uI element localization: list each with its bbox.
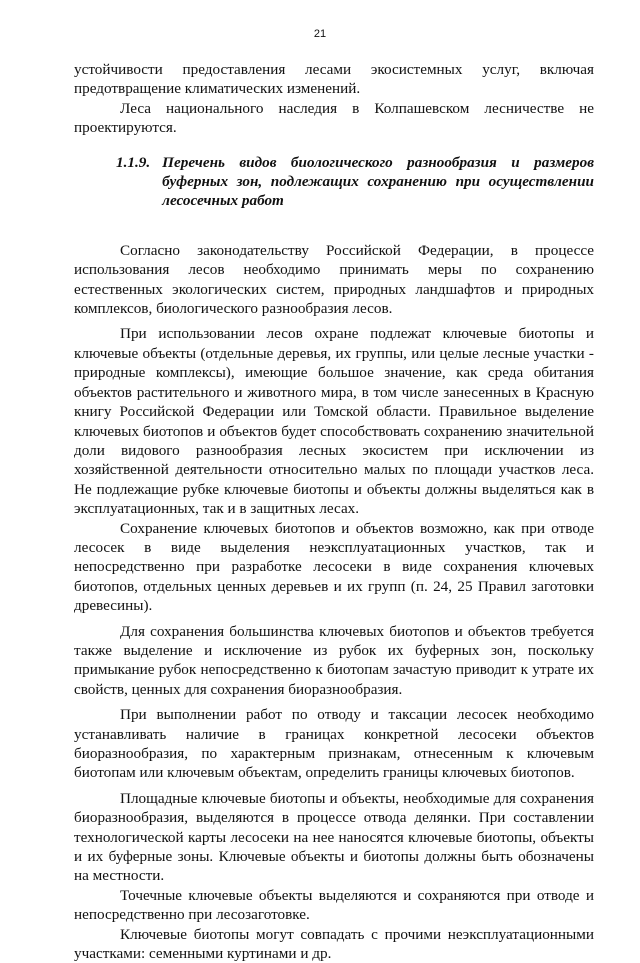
paragraph: Сохранение ключевых биотопов и объектов возможно, как при отводе лесосек в виде выделения неэксплуатационных участков, так и непосредственно при разработке лесосеки в виде сохранения ключевых биотопов, отдельных ценных деревьев и их групп (п. 24, 25 Правил заготовки древесины). bbox=[74, 519, 594, 615]
section-title: Перечень видов биологического разнообразия и размеров буферных зон, подлежащих сохранению при осуществлении лесосечных работ bbox=[162, 153, 594, 210]
paragraph: При выполнении работ по отводу и таксации лесосек необходимо устанавливать наличие в границах конкретной лесосеки объектов биоразнообразия, по характерным признакам, отнесенным к ключевым биотопам или ключевым объектам, определить границы ключевых биотопов. bbox=[74, 706, 594, 782]
paragraph: Точечные ключевые объекты выделяются и сохраняются при отводе и непосредственно при лесозаготовке. bbox=[74, 886, 594, 924]
page-content bbox=[74, 60, 594, 963]
paragraph-national-heritage: Леса национального наследия в Колпашевском лесничестве не проектируются. bbox=[74, 99, 594, 137]
paragraph: Для сохранения большинства ключевых биотопов и объектов требуется также выделение и исключение из рубок их буферных зон, поскольку примыкание рубок непосредственно к биотопам зачастую приводит к утрате их свойств, ценных для сохранения биоразнообразия. bbox=[74, 622, 594, 698]
paragraph: Согласно законодательству Российской Федерации, в процессе использования лесов необходимо принимать меры по сохранению естественных экологических систем, природных ландшафтов и природных комплексов, биологического разнообразия лесов. bbox=[74, 241, 594, 318]
paragraph: При использовании лесов охране подлежат ключевые биотопы и ключевые объекты (отдельные деревья, их группы, или целые лесные участки - природные комплексы), имеющие большое значение, как среда обитания объектов растительного и животного мира, в том числе занесенных в Красную книгу Российской Федерации или Томской области. Правильное выделение ключевых биотопов и объектов будет способствовать сохранению значительной доли видового разнообразия лесных экосистем при исключении из хозяйственной деятельности относительно малых по площади участков леса. Не подлежащие рубке ключевые биотопы и объекты должны выделяться как в эксплуатационных, так и в защитных лесах. bbox=[74, 325, 594, 518]
paragraph: Площадные ключевые биотопы и объекты, необходимые для сохранения биоразнообразия, выделяются в процессе отвода делянки. При составлении технологической карты лесосеки на нее наносятся ключевые биотопы, объекты и их буферные зоны. Ключевые объекты и биотопы должны быть обозначены на местности. bbox=[74, 789, 594, 885]
paragraph-continued: устойчивости предоставления лесами экосистемных услуг, включая предотвращение климатических изменений. bbox=[74, 61, 594, 98]
section-number: 1.1.9. bbox=[116, 153, 151, 171]
section-heading bbox=[74, 153, 594, 211]
paragraph: Ключевые биотопы могут совпадать с прочими неэксплуатационными участками: семенными куртинами и др. bbox=[74, 925, 594, 963]
page-number: 21 bbox=[313, 28, 327, 40]
